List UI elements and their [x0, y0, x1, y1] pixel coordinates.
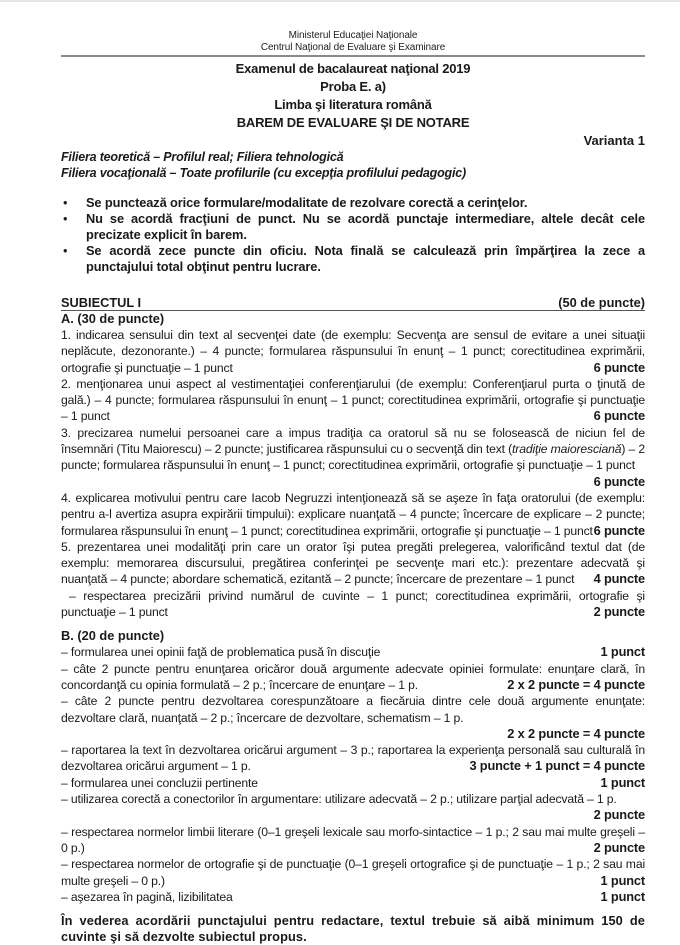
item-text: – respectarea normelor de ortografie şi de punctuaţie (0–1 greşeli ortografice şi de punctuaţie – 1 p.; 2 sau mai multe greşeli – 0 p.) — [61, 857, 645, 888]
proba-title: Proba E. a) — [320, 79, 386, 94]
subject-title: SUBIECTUL I — [61, 295, 142, 310]
item-points: 6 puncte — [593, 359, 645, 375]
section-b-item — [61, 742, 645, 775]
document-header-institution — [61, 30, 645, 54]
section-a-item — [61, 490, 645, 539]
item-points: 2 x 2 puncte = 4 puncte — [507, 725, 645, 741]
subject-title: Limba şi literatura română — [274, 97, 432, 112]
item-text: – raportarea la text în dezvoltarea oricărui argument – 3 p.; raportarea la experienţa personală sau culturală în dezvoltarea oricărui argument – 1 p. — [61, 743, 645, 774]
item-points: 3 puncte + 1 punct = 4 puncte — [469, 758, 645, 774]
item-points: 2 puncte — [593, 604, 645, 620]
item-text: – respectarea precizării privind numărul de cuvinte – 1 punct; corectitudinea exprimării, ortografie şi punctuaţie – 1 punct — [61, 588, 645, 620]
final-note: În vederea acordării punctajului pentru redactare, textul trebuie să aibă minimum 150 de cuvinte şi să dezvolte subiectul propus. — [61, 913, 645, 945]
item-text: – respectarea normelor limbii literare (0–1 greşeli lexicale sau morfo-sintactice – 1 p.; 2 sau mai multe greşeli – 0 p.) — [61, 824, 645, 855]
item-text: 3. precizarea numelui persoanei care a impus tradiţia ca oratorul să nu se folosească de niciun fel de însemnări (Titu Maiorescu) – 2 puncte; justificarea răspunsului cu o secvenţă din text ( — [61, 425, 645, 457]
item-points: 2 x 2 puncte = 4 puncte — [507, 676, 645, 692]
header-divider — [61, 55, 645, 57]
section-b-item — [61, 661, 645, 694]
item-points: 2 puncte — [593, 807, 645, 823]
item-points: 1 punct — [600, 774, 645, 790]
section-b-item — [61, 824, 645, 857]
section-a-item — [61, 376, 645, 425]
item-points: 1 punct — [600, 872, 645, 888]
section-a-item — [61, 327, 645, 376]
item-text: – utilizarea corectă a conectorilor în argumentare: utilizare adecvată – 2 p.; utilizare parţial adecvată – 1 p. — [61, 792, 617, 807]
item-points: 4 puncte — [593, 571, 645, 587]
item-text: 1. indicarea sensului din text al secvenţei date (de exemplu: Secvenţa are sensul de evitare a unei situaţii neplăcute, dezonorante.) – 4 puncte; formularea răspunsului în enunţ – 1 punct; corectitudinea exprimării, ortografie şi punctuaţie – 1 punct — [61, 328, 645, 375]
item-points: 1 punct — [600, 644, 645, 660]
section-a-item — [61, 425, 645, 490]
subject-heading — [61, 295, 645, 311]
item-points: 6 puncte — [593, 473, 645, 489]
bullet-icon: • — [63, 195, 68, 210]
item-text: 5. prezentarea unei modalităţi prin care un orator îşi putea pregăti prelegerea, valorificând textul dat (de exemplu: memorarea discursului, pregătirea conferinţei pe secvenţe mari etc.): prezentare adecvată şi nuanţată – 4 puncte; abordare schematică, ezitantă – 2 puncte; încercare de prezentare – 1 punct — [61, 539, 645, 587]
item-text: 4. explicarea motivului pentru care Iacob Negruzzi intenţionează să se aşeze în faţa oratorului (de exemplu: pentru a-l avertiza asupra expirării timpului): explicare nuanţată – 4 puncte; încercare de explicare – 2 puncte; formularea răspunsului în enunţ – 1 punct; corectitudinea exprimării, ortografie şi punctuaţie – 1 punct — [61, 490, 645, 538]
rule-text: Se acordă zece puncte din oficiu. Nota finală se calculează prin împărţirea la zece a punctajului total obţinut pentru lucrare. — [86, 243, 645, 274]
item-points: 6 puncte — [593, 408, 645, 424]
bullet-icon: • — [63, 243, 68, 258]
item-text: 2. menţionarea unui aspect al vestimentaţiei conferenţiarului (de exemplu: Conferenţiarul purta o ţinută de gală.) – 4 puncte; formularea răspunsului în enunţ – 1 punct; corectitudinea exprimării, ortografie şi punctuaţie – 1 punct — [61, 376, 645, 424]
item-text-cont: ) – 2 puncte; formularea răspunsului în enunţ – 1 punct; corectitudinea exprimării, ortografie şi punctuaţie – 1 punct — [61, 442, 645, 473]
section-b-title: B. (20 de puncte) — [61, 628, 165, 644]
section-a-item — [61, 539, 645, 588]
bullet-icon: • — [63, 211, 68, 226]
section-b-item — [61, 644, 645, 660]
section-a-title: A. (30 de puncte) — [61, 311, 165, 326]
item-points: 1 punct — [600, 888, 645, 904]
item-points: 2 puncte — [593, 839, 645, 855]
item-text: – câte 2 puncte pentru enunţarea oricăror două argumente adecvate opiniei formulate: enunţare clară, în concordanţă cu opinia formulată – 2 p.; încercare de enunţare – 1 p. — [61, 661, 645, 692]
document-page — [61, 0, 645, 945]
item-quote: tradiţie maioresciană — [512, 442, 622, 457]
item-text: – câte 2 puncte pentru dezvoltarea corespunzătoare a fiecăruia dintre cele două argumente enunţate: dezvoltare clară, nuanţată – 2 p.; încercare de dezvoltare, schematism – 1 p. — [61, 694, 645, 725]
section-a-item — [61, 588, 645, 621]
rule-text: Se punctează orice formulare/modalitate de rezolvare corectă a cerinţelor. — [86, 195, 528, 210]
section-b-item — [61, 856, 645, 889]
item-text: – formularea unei concluzii pertinente — [61, 775, 258, 790]
general-rules-list — [61, 195, 645, 275]
rule-item — [61, 211, 645, 243]
section-b-item — [61, 889, 645, 905]
filiera-block — [61, 149, 645, 181]
subject-points: (50 de puncte) — [558, 295, 645, 310]
document-title-block — [61, 60, 645, 132]
filiera-line-1: Filiera teoretică – Profilul real; Filiera tehnologică — [61, 150, 344, 164]
variant-label: Varianta 1 — [583, 133, 645, 148]
barem-title: BAREM DE EVALUARE ŞI DE NOTARE — [236, 115, 470, 130]
rule-text: Nu se acordă fracţiuni de punct. Nu se acordă punctaje intermediare, altele decât cele precizate explicit în barem. — [86, 211, 645, 242]
rule-item — [61, 195, 645, 211]
center-name: Centrul Naţional de Evaluare şi Examinare — [260, 42, 446, 53]
item-points: 6 puncte — [593, 522, 645, 538]
item-text: – formularea unei opinii faţă de problematica pusă în discuţie — [61, 645, 381, 660]
exam-title: Examenul de bacalaureat naţional 2019 — [235, 61, 471, 76]
section-b-item — [61, 791, 645, 824]
ministry-name: Ministerul Educaţiei Naţionale — [288, 30, 418, 41]
section-b-item — [61, 775, 645, 791]
item-text: – aşezarea în pagină, lizibilitatea — [61, 889, 233, 904]
rule-item — [61, 243, 645, 275]
section-b-item — [61, 693, 645, 742]
filiera-line-2: Filiera vocaţională – Toate profilurile (cu excepţia profilului pedagogic) — [61, 166, 466, 180]
